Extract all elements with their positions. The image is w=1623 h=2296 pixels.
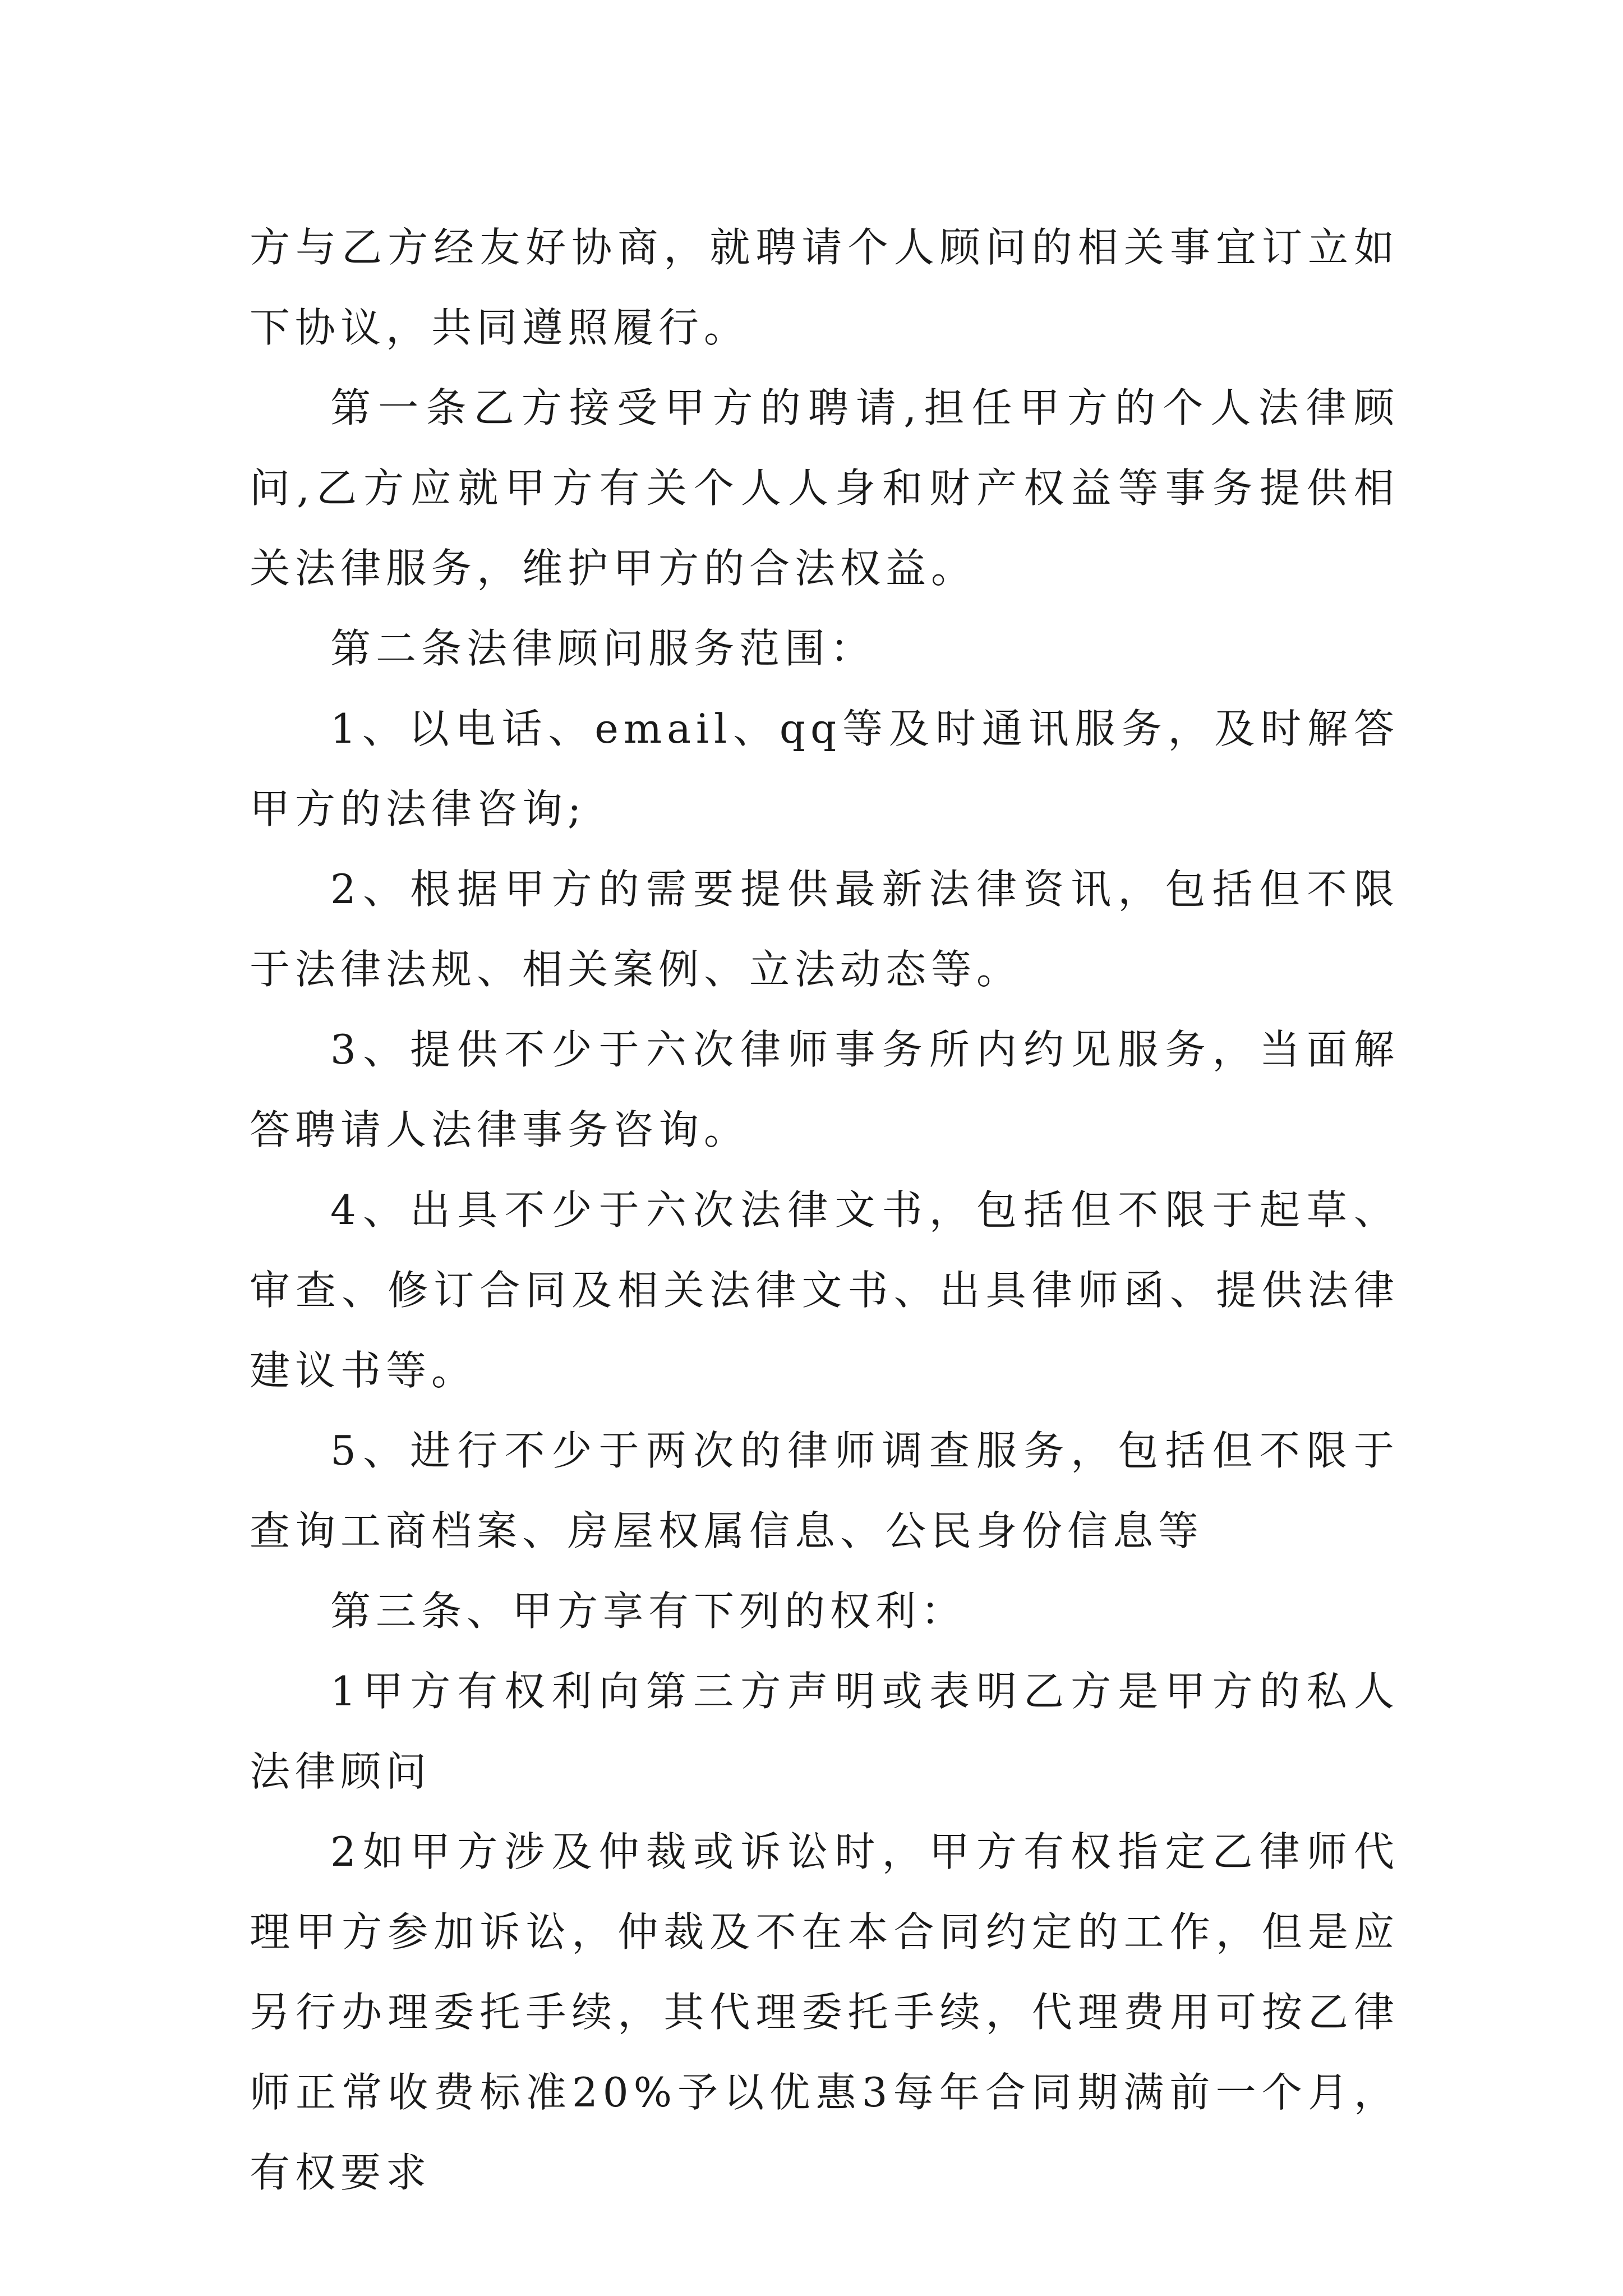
paragraph-article-1: 第一条乙方接受甲方的聘请,担任甲方的个人法律顾问,乙方应就甲方有关个人人身和财产权益等事务提供相关法律服务，维护甲方的合法权益。: [250, 384, 1399, 592]
document-body: [250, 208, 1399, 2213]
paragraph-article-2-item-3: 3、提供不少于六次律师事务所内约见服务，当面解答聘请人法律事务咨询。: [250, 1026, 1399, 1153]
paragraph-article-2-heading: 第二条法律顾问服务范围：: [330, 625, 876, 672]
paragraph-article-3-item-2: 2如甲方涉及仲裁或诉讼时，甲方有权指定乙律师代理甲方参加诉讼，仲裁及不在本合同约定的工作，但是应另行办理委托手续，其代理委托手续，代理费用可按乙律师正常收费标准20%予以优惠3每年合同期满前一个月，有权要求: [250, 1828, 1399, 2196]
paragraph-article-2-item-4: 4、出具不少于六次法律文书，包括但不限于起草、审查、修订合同及相关法律文书、出具律师函、提供法律建议书等。: [250, 1186, 1399, 1394]
paragraph-intro: 方与乙方经友好协商，就聘请个人顾问的相关事宜订立如下协议，共同遵照履行。: [250, 224, 1399, 351]
paragraph-article-2-item-1: 1、以电话、email、qq等及时通讯服务，及时解答甲方的法律咨询;: [250, 705, 1399, 832]
paragraph-article-2-item-2: 2、根据甲方的需要提供最新法律资讯，包括但不限于法律法规、相关案例、立法动态等。: [250, 866, 1399, 993]
paragraph-article-3-item-1: 1甲方有权利向第三方声明或表明乙方是甲方的私人法律顾问: [250, 1668, 1399, 1795]
paragraph-article-3-heading: 第三条、甲方享有下列的权利：: [330, 1588, 967, 1635]
paragraph-article-2-item-5: 5、进行不少于两次的律师调查服务，包括但不限于查询工商档案、房屋权属信息、公民身份信息等: [250, 1427, 1399, 1554]
